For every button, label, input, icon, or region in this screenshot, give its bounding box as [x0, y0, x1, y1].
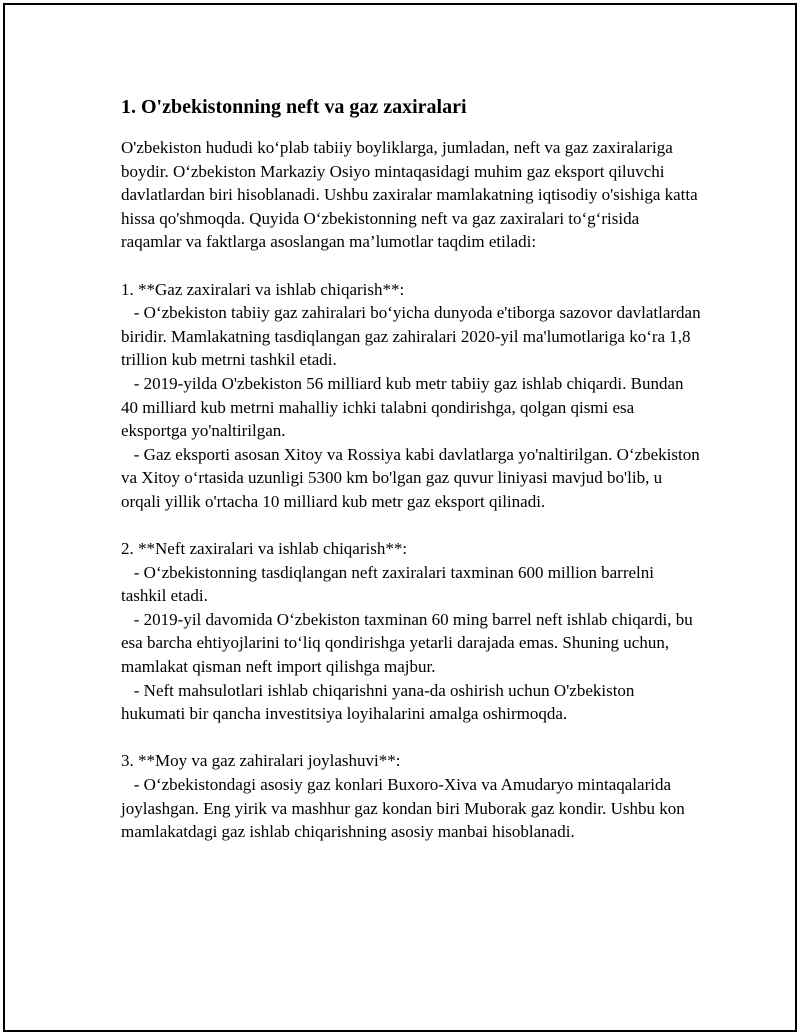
document-body: O'zbekiston hududi ko‘plab tabiiy boyliklarga, jumladan, neft va gaz zaxiralariga boydir. O‘zbekiston Markaziy Osiyo mintaqasidagi muhim gaz eksport qiluvchi davlatlardan biri hisoblanadi. Ushbu zaxiralar mamlakatning iqtisodiy o'sishiga katta hissa qo'shmoqda. Quyida O‘zbekistonning neft va gaz zaxiralari to‘g‘risida raqamlar va faktlarga asoslangan ma’lumotlar taqdim etiladi: 1. **Gaz zaxiralari va ishlab chiqarish**: - O‘zbekiston tabiiy gaz zahiralari bo‘yicha dunyoda e'tiborga sazovor davlatlardan biridir. Mamlakatning tasdiqlangan gaz zahiralari 2020-yil ma'lumotlariga ko‘ra 1,8 trillion kub metrni tashkil etadi. - 2019-yilda O'zbekiston 56 milliard kub metr tabiiy gaz ishlab chiqardi. Bundan 40 milliard kub metrni mahalliy ichki talabni qondirishga, qolgan qismi esa eksportga yo'naltirilgan. - Gaz eksporti asosan Xitoy va Rossiya kabi davlatlarga yo'naltirilgan. O‘zbekiston va Xitoy o‘rtasida uzunligi 5300 km bo'lgan gaz quvur liniyasi mavjud bo'lib, u orqali yillik o'rtacha 10 milliard kub metr gaz eksport qilinadi. 2. **Neft zaxiralari va ishlab chiqarish**: - O‘zbekistonning tasdiqlangan neft zaxiralari taxminan 600 million barrelni tashkil etadi. - 2019-yil davomida O‘zbekiston taxminan 60 ming barrel neft ishlab chiqardi, bu esa barcha ehtiyojlarini to‘liq qondirishga yetarli darajada emas. Shuning uchun, mamlakat qisman neft import qilishga majbur. - Neft mahsulotlari ishlab chiqarishni yana-da oshirish uchun O'zbekiston hukumati bir qancha investitsiya loyihalarini amalga oshirmoqda. 3. **Moy va gaz zahiralari joylashuvi**: - O‘zbekistondagi asosiy gaz konlari Buxoro-Xiva va Amudaryo mintaqalarida joylashgan. Eng yirik va mashhur gaz kondan biri Muborak gaz kondir. Ushbu kon mamlakatdagi gaz ishlab chiqarishning asosiy manbai hisoblanadi.	[121, 138, 701, 842]
document-content	[121, 93, 701, 844]
document-title: 1. O'zbekistonning neft va gaz zaxiralari	[121, 96, 467, 118]
document-page	[3, 3, 797, 1032]
